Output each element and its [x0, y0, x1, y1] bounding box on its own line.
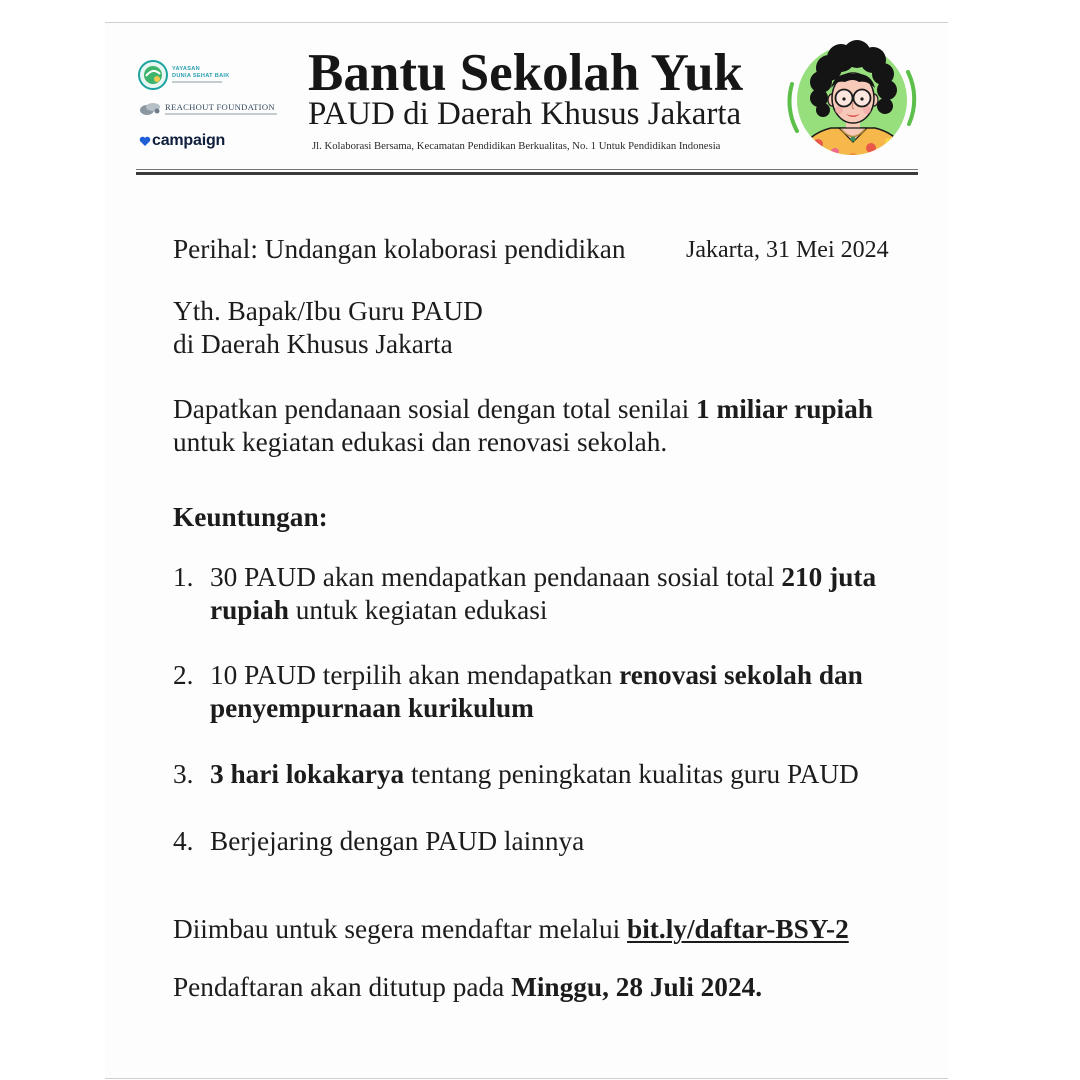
header-address: Jl. Kolaborasi Bersama, Kecamatan Pendidikan Berkualitas, No. 1 Untuk Pendidikan Indonesia [312, 140, 721, 152]
deadline-text: Pendaftaran akan ditutup pada [173, 972, 512, 1002]
recipient-block [173, 295, 483, 361]
benefit-highlight: renovasi sekolah dan [619, 660, 863, 690]
benefit-line [210, 659, 863, 692]
subject-line: Perihal: Undangan kolaborasi pendidikan [173, 234, 626, 264]
benefit-text: 10 PAUD terpilih akan mendapatkan [210, 660, 620, 690]
globe-logo-icon [137, 59, 169, 91]
benefit-highlight: 210 juta [781, 562, 877, 592]
yayasan-logo-line-2: DUNIA SEHAT BAIK [172, 73, 230, 79]
page-title: Bantu Sekolah Yuk [308, 44, 744, 102]
header-rule-thick [136, 172, 918, 175]
reachout-logo-tagline [165, 113, 277, 115]
yayasan-logo-tagline [172, 81, 222, 83]
benefit-text: untuk kegiatan edukasi [288, 595, 548, 625]
benefit-number: 2. [173, 660, 194, 690]
benefit-item: Berjejaring dengan PAUD lainnya [210, 826, 585, 856]
benefit-item [210, 659, 863, 725]
benefit-item [210, 561, 876, 627]
letter-date: Jakarta, 31 Mei 2024 [686, 237, 889, 263]
benefit-number: 3. [173, 759, 194, 789]
benefit-highlight: rupiah [210, 595, 289, 625]
motion-arc-left [789, 84, 797, 131]
intro-line-2: untuk kegiatan edukasi dan renovasi sekolah. [173, 427, 668, 457]
teacher-portrait-icon [783, 36, 923, 170]
glasses-bridge [853, 96, 854, 97]
recipient-line-1: Yth. Bapak/Ibu Guru PAUD [173, 296, 483, 326]
intro-line-1 [173, 393, 873, 426]
cta-text: Diimbau untuk segera mendaftar melalui [173, 914, 628, 944]
intro-paragraph [173, 393, 873, 459]
motion-arc-right [908, 72, 914, 124]
registration-link[interactable]: bit.ly/daftar-BSY-2 [627, 914, 849, 944]
recipient-line-2: di Daerah Khusus Jakarta [173, 329, 453, 359]
header-rule-thin [136, 169, 918, 170]
page-subtitle: PAUD di Daerah Khusus Jakarta [308, 96, 742, 132]
benefits-heading: Keuntungan: [173, 502, 328, 532]
blush-left [835, 106, 843, 114]
eye-left [842, 97, 845, 100]
necklace-pendant [851, 137, 856, 142]
cta-line [173, 913, 849, 946]
benefit-text: 30 PAUD akan mendapatkan pendanaan sosial total [210, 562, 782, 592]
heart-icon [139, 136, 151, 147]
benefit-line: penyempurnaan kurikulum [210, 693, 534, 723]
benefit-text: tentang peningkatan kualitas guru PAUD [404, 759, 859, 789]
deadline-date: Minggu, 28 Juli 2024. [511, 972, 763, 1002]
eye-right [860, 97, 863, 100]
benefit-line [210, 594, 876, 627]
benefit-line [210, 561, 876, 594]
funding-amount: 1 miliar rupiah [696, 394, 873, 424]
benefit-number: 1. [173, 562, 194, 592]
intro-text: Dapatkan pendanaan sosial dengan total senilai [173, 394, 697, 424]
benefit-number: 4. [173, 826, 194, 856]
benefit-item [210, 758, 859, 791]
reachout-logo-text: REACHOUT FOUNDATION [165, 102, 275, 112]
campaign-logo-text: campaign [152, 132, 226, 149]
yayasan-logo-line-1: YAYASAN [172, 66, 200, 72]
blush-right [863, 106, 871, 114]
benefit-highlight: 3 hari lokakarya [210, 759, 405, 789]
deadline-line [173, 971, 762, 1004]
reachout-logo-icon [138, 99, 162, 119]
